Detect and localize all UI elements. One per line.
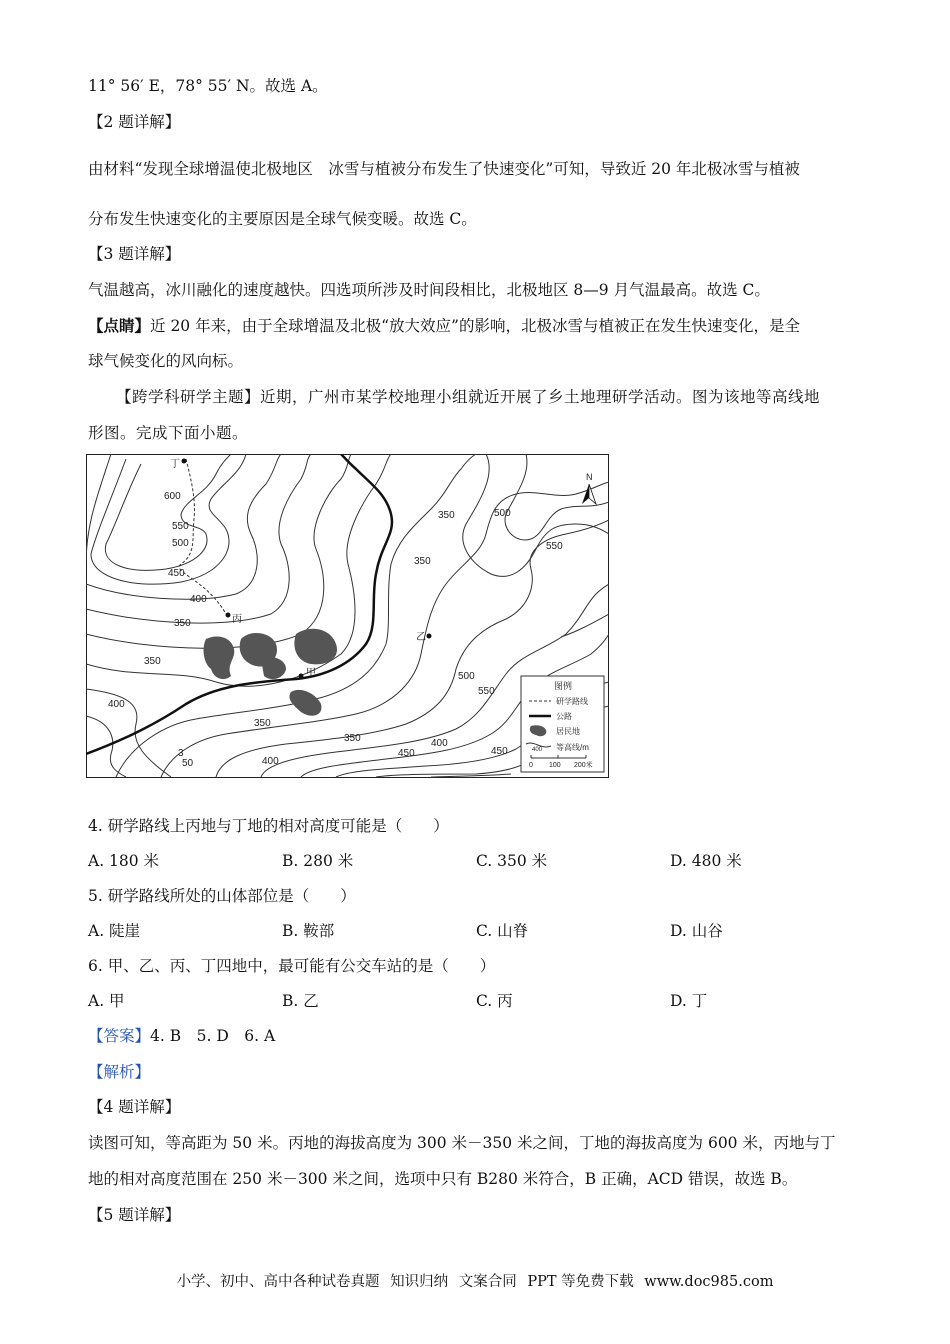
paragraph: 气温越高，冰川融化的速度越快。四选项所涉及时间段相比，北极地区 8—9 月气温最高。故选 C。 [88,281,770,299]
contour-label: 350 [344,733,361,744]
scale-0: 0 [529,762,533,769]
question-6: 6. 甲、乙、丙、丁四地中，最可能有公交车站的是（ ） [88,957,496,975]
legend-title: 图例 [554,681,573,691]
contour-label: 350 [144,656,161,667]
q4-option-d[interactable]: D. 480 米 [670,852,742,870]
contour-label: 350 [414,556,431,567]
map-legend [521,676,604,772]
contour-label: 450 [168,568,185,579]
contour-label: 500 [458,671,475,682]
section-heading: 【3 题详解】 [88,245,181,263]
contour-label: 550 [478,686,495,697]
contour-label: 350 [174,618,191,629]
paragraph: 分布发生快速变化的主要原因是全球气候变暖。故选 C。 [88,210,477,228]
contour-label: 450 [491,746,508,757]
footer-link[interactable]: www.doc985.com [644,1274,774,1290]
q5-option-b[interactable]: B. 鞍部 [282,922,335,940]
footer-text: 知识归纳 [390,1274,449,1290]
q6-option-c[interactable]: C. 丙 [476,992,513,1010]
q6-option-d[interactable]: D. 丁 [670,992,708,1010]
scale-100: 100 [549,762,561,769]
paragraph: 地的相对高度范围在 250 米－300 米之间，选项中只有 B280 米符合，B 正确，ACD 错误，故选 B。 [88,1170,798,1188]
contour-label: 3 [178,748,184,759]
contour-label: 550 [546,541,563,552]
footer-text: PPT 等免费下载 [527,1274,634,1290]
place-label-bing: 丙 [232,614,242,625]
answer-text: 4. B 5. D 6. A [150,1027,276,1045]
tip-text: 近 20 年来，由于全球增温及北极“放大效应”的影响，北极冰雪与植被正在发生快速变化，是全 [150,317,800,335]
contour-label: 400 [431,738,448,749]
question-4: 4. 研学路线上丙地与丁地的相对高度可能是（ ） [88,817,449,835]
paragraph: 球气候变化的风向标。 [88,352,244,370]
text-line: 11° 56′ E，78° 55′ N。故选 A。 [88,77,328,95]
contour-label: 350 [438,510,455,521]
legend-settlement-label: 居民地 [556,727,580,736]
legend-road-label: 公路 [556,712,572,721]
contour-label: 450 [398,748,415,759]
q6-option-a[interactable]: A. 甲 [88,992,125,1010]
contour-label: 400 [262,756,279,767]
answer-line [88,1026,275,1046]
scale-200: 200米 [574,762,593,769]
legend-route-label: 研学路线 [556,697,588,706]
section-heading: 【2 题详解】 [88,113,181,131]
q4-option-a[interactable]: A. 180 米 [88,852,160,870]
intro-paragraph: 形图。完成下面小题。 [88,424,249,442]
analysis-label: 【解析】 [88,1063,151,1081]
page-footer [0,1270,950,1291]
legend-contour-sample: 400 [532,747,543,753]
footer-text: 小学、初中、高中各种试卷真题 [176,1274,380,1290]
place-label-yi: 乙 [416,632,426,643]
contour-label: 550 [172,521,189,532]
question-5: 5. 研学路线所处的山体部位是（ ） [88,887,356,905]
section-heading: 【5 题详解】 [88,1206,181,1224]
q4-option-b[interactable]: B. 280 米 [282,852,354,870]
contour-label: 500 [172,538,189,549]
intro-paragraph: 【跨学科研学主题】近期，广州市某学校地理小组就近开展了乡土地理研学活动。图为该地等高线地 [116,388,821,406]
place-label-ding: 丁 [170,459,180,470]
q5-option-c[interactable]: C. 山脊 [476,922,529,940]
contour-label: 400 [190,594,207,605]
contour-map [86,454,609,778]
contour-label: 350 [254,718,271,729]
section-heading: 【4 题详解】 [88,1098,181,1116]
contour-label: 600 [164,491,181,502]
q5-option-a[interactable]: A. 陡崖 [88,922,141,940]
tip-paragraph [88,316,800,336]
answer-label: 【答案】 [88,1027,151,1045]
north-label: N [586,472,593,482]
tip-label: 【点睛】 [88,316,151,335]
place-label-jia: 甲 [306,668,316,679]
contour-label: 500 [494,508,511,519]
q6-option-b[interactable]: B. 乙 [282,992,319,1010]
q4-option-c[interactable]: C. 350 米 [476,852,548,870]
paragraph: 由材料“发现全球增温使北极地区 冰雪与植被分布发生了快速变化”可知，导致近 20 年北极冰雪与植被 [88,160,800,178]
legend-contour-label: 等高线/m [556,743,589,752]
paragraph: 读图可知，等高距为 50 米。丙地的海拔高度为 300 米－350 米之间，丁地的海拔高度为 600 米，丙地与丁 [88,1134,836,1152]
footer-text: 文案合同 [458,1274,517,1290]
q5-option-d[interactable]: D. 山谷 [670,922,723,940]
contour-label: 400 [108,699,125,710]
contour-label: 50 [182,758,194,769]
